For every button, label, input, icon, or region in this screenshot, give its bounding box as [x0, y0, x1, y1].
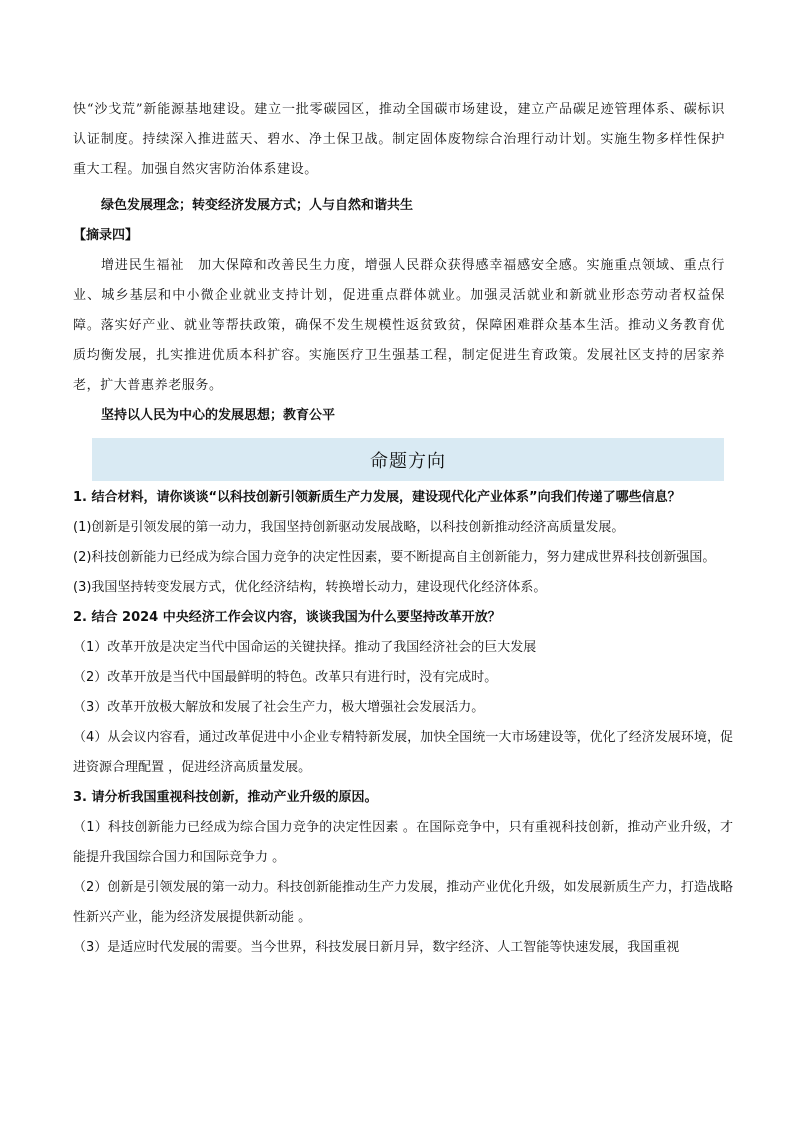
question-3 [73, 783, 733, 963]
answer-item: (3)我国坚持转变发展方式，优化经济结构，转换增长动力，建设现代化经济体系。 [73, 580, 547, 595]
answer-item: （1）改革开放是决定当代中国命运的关键抉择。推动了我国经济社会的巨大发展 [73, 640, 537, 655]
answer-item: （3）是适应时代发展的需要。当今世界，科技发展日新月异，数字经济、人工智能等快速发展，我国重视 [73, 940, 680, 955]
questions-section [73, 483, 733, 963]
section-heading-bar [92, 438, 724, 481]
keywords-line-3: 绿色发展理念；转变经济发展方式；人与自然和谐共生 [101, 198, 414, 213]
keywords-line-4: 坚持以人民为中心的发展思想；教育公平 [101, 408, 336, 423]
top-paragraph: 快“沙戈荒”新能源基地建设。建立一批零碳园区，推动全国碳市场建设，建立产品碳足迹管理体系、碳标识认证制度。持续深入推进蓝天、碧水、净土保卫战。制定固体废物综合治理行动计划。实施生物多样性保护重大工程。加强自然灾害防治体系建设。 [73, 102, 725, 177]
answer-item: （4）从会议内容看，通过改革促进中小企业专精特新发展，加快全国统一大市场建设等，优化了经济发展环境，促进资源合理配置 ，促进经济高质量发展。 [73, 730, 733, 775]
answer-item: （2）改革开放是当代中国最鲜明的特色。改革只有进行时，没有完成时。 [73, 670, 498, 685]
excerpt-4-body: 增进民生福祉 加大保障和改善民生力度，增强人民群众获得感幸福感安全感。实施重点领域、重点行业、城乡基层和中小微企业就业支持计划，促进重点群体就业。加强灵活就业和新就业形态劳动者权益保障。落实好产业、就业等帮扶政策，确保不发生规模性返贫致贫，保障困难群众基本生活。推动义务教育优质均衡发展，扎实推进优质本科扩容。实施医疗卫生强基工程，制定促进生育政策。发展社区支持的居家养老，扩大普惠养老服务。 [73, 258, 725, 393]
question-1 [73, 483, 733, 603]
section-heading: 命题方向 [370, 450, 446, 472]
question-title: 3. 请分析我国重视科技创新，推动产业升级的原因。 [73, 790, 378, 805]
question-title: 1. 结合材料，请你谈谈“以科技创新引领新质生产力发展，建设现代化产业体系”向我们传递了哪些信息？ [73, 490, 681, 505]
answer-item: （3）改革开放极大解放和发展了社会生产力，极大增强社会发展活力。 [73, 700, 485, 715]
answer-item: (2)科技创新能力已经成为综合国力竞争的决定性因素，要不断提高自主创新能力，努力建成世界科技创新强国。 [73, 550, 716, 565]
question-title: 2. 结合 2024 中央经济工作会议内容，谈谈我国为什么要坚持改革开放？ [73, 610, 501, 625]
answer-item: （2）创新是引领发展的第一动力。科技创新能推动生产力发展，推动产业优化升级，如发展新质生产力，打造战略性新兴产业，能为经济发展提供新动能 。 [73, 880, 733, 925]
answer-item: （1）科技创新能力已经成为综合国力竞争的决定性因素 。在国际竞争中，只有重视科技创新，推动产业升级，才能提升我国综合国力和国际竞争力 。 [73, 820, 733, 865]
question-2 [73, 603, 733, 783]
excerpt-4-label: 【摘录四】 [73, 228, 139, 243]
answer-item: (1)创新是引领发展的第一动力，我国坚持创新驱动发展战略，以科技创新推动经济高质量发展。 [73, 520, 625, 535]
top-section [73, 95, 725, 431]
